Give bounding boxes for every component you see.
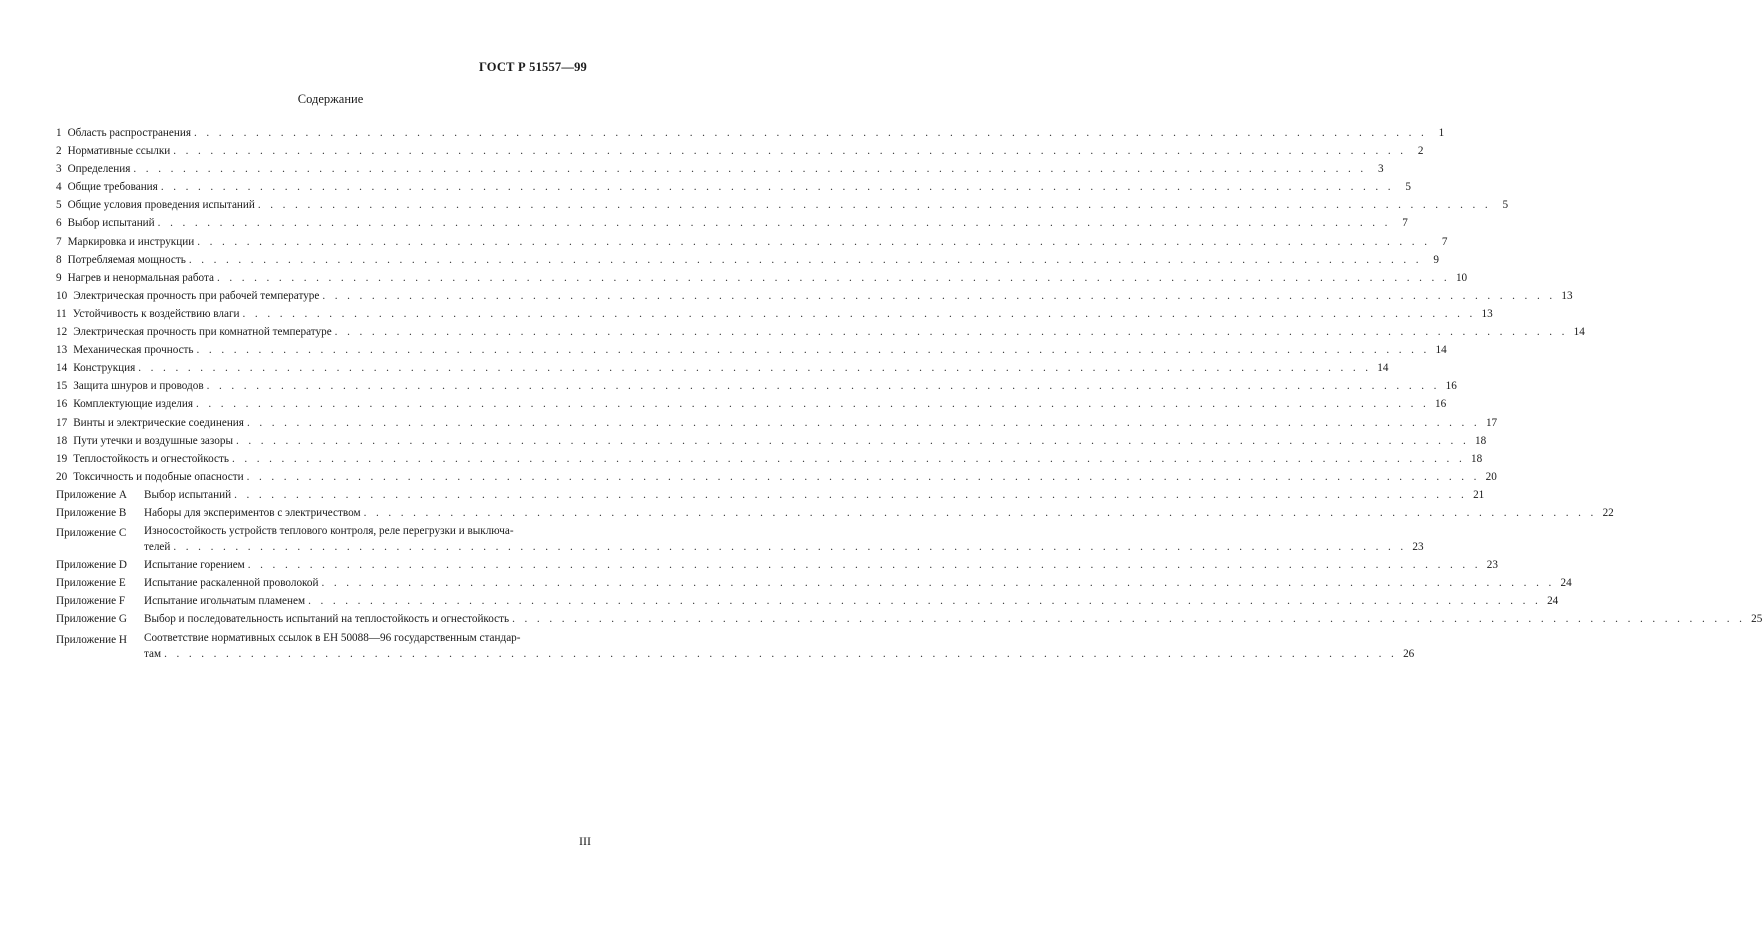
toc-page: 9: [1433, 253, 1440, 266]
toc-page: 13: [1481, 307, 1493, 320]
toc-page: 7: [1441, 235, 1448, 248]
toc-page: 2: [1417, 145, 1424, 158]
toc-title: Механическая прочность: [73, 344, 194, 357]
toc-number: 19: [56, 452, 68, 465]
toc-title: Устойчивость к воздействию влаги: [72, 307, 240, 320]
toc-entry-18[interactable]: [56, 432, 1487, 450]
dot-leader: [232, 450, 1465, 468]
annex-title: Наборы для экспериментов с электричеством: [144, 506, 361, 519]
annex-label: Приложение G: [56, 613, 127, 626]
dot-leader: [364, 504, 1597, 522]
toc-title: Пути утечки и воздушные зазоры: [73, 434, 233, 447]
document-designation: ГОСТ Р 51557—99: [478, 60, 587, 74]
dot-leader: [196, 395, 1429, 413]
dot-leader: [248, 556, 1481, 574]
annex-page: 22: [1602, 506, 1614, 519]
toc-number: 15: [56, 380, 68, 393]
toc-entry-6[interactable]: [56, 214, 1408, 232]
dot-leader: [189, 251, 1422, 269]
dot-leader: [335, 323, 1568, 341]
toc-page: 5: [1405, 181, 1412, 194]
toc-page: 14: [1573, 326, 1585, 339]
toc-number: 6: [56, 217, 62, 230]
toc-number: 16: [56, 398, 68, 411]
dot-leader: [322, 287, 1555, 305]
annex-page: 25: [1751, 613, 1762, 626]
dot-leader: [133, 160, 1366, 178]
dot-leader: [207, 377, 1440, 395]
annex-label: Приложение Е: [56, 577, 126, 590]
toc-title: Определения: [67, 163, 131, 176]
dot-leader: [197, 233, 1430, 251]
toc-title: Электрическая прочность при комнатной температуре: [73, 326, 332, 339]
page-number: III: [579, 834, 591, 848]
toc-number: 9: [56, 271, 62, 284]
dot-leader: [164, 645, 1397, 663]
toc-entry-20[interactable]: [56, 468, 1497, 486]
toc-title: Теплостойкость и огнестойкость: [73, 452, 229, 465]
annex-title: Испытание игольчатым пламенем: [144, 595, 306, 608]
toc-page: 18: [1474, 434, 1487, 447]
annex-title-line-1: Соответствие нормативных ссылок в ЕН 50088—96 государственным стандар-: [144, 631, 521, 644]
dot-leader: [173, 142, 1406, 160]
toc-entry-3[interactable]: [56, 160, 1384, 178]
toc-entry-8[interactable]: [56, 251, 1440, 269]
toc-title: Нормативные ссылки: [67, 145, 171, 158]
toc-title: Выбор испытаний: [67, 217, 155, 230]
toc-title: Токсичность и подобные опасности: [73, 470, 244, 483]
annex-title-line-2: там: [144, 647, 162, 660]
annex-title: Выбор испытаний: [144, 488, 232, 501]
toc-entry-2[interactable]: [56, 142, 1424, 160]
annex-label: Приложение Н: [56, 633, 127, 646]
toc-number: 2: [56, 145, 62, 158]
toc-number: 20: [56, 470, 68, 483]
dot-leader: [247, 414, 1480, 432]
toc-number: 12: [56, 326, 68, 339]
toc-title: Защита шнуров и проводов: [73, 380, 204, 393]
dot-leader: [243, 305, 1476, 323]
toc-entry-9[interactable]: [56, 269, 1468, 287]
annex-label: Приложение В: [56, 506, 127, 519]
dot-leader: [158, 214, 1391, 232]
dot-leader: [161, 178, 1394, 196]
toc-number: 14: [56, 362, 68, 375]
contents-heading: Содержание: [297, 92, 364, 106]
toc-title: Конструкция: [73, 362, 136, 375]
annex-page: 21: [1473, 488, 1485, 501]
annex-title: Испытание раскаленной проволокой: [144, 577, 319, 590]
toc-page: 20: [1485, 470, 1497, 483]
annex-page: 23: [1486, 559, 1498, 572]
dot-leader: [258, 196, 1491, 214]
toc-page: 16: [1445, 380, 1457, 393]
toc-number: 7: [56, 235, 62, 248]
toc-title: Нагрев и ненормальная работа: [67, 271, 214, 284]
annex-entry-d[interactable]: [56, 556, 1498, 574]
toc-entry-7[interactable]: [56, 233, 1448, 251]
toc-number: 13: [56, 344, 68, 357]
toc-number: 18: [56, 434, 68, 447]
toc-entry-4[interactable]: [56, 178, 1412, 196]
toc-title: Общие условия проведения испытаний: [67, 199, 255, 212]
table-of-contents: [56, 124, 1762, 663]
toc-page: 17: [1485, 416, 1498, 429]
toc-entry-11[interactable]: [56, 305, 1493, 323]
toc-title: Потребляемая мощность: [67, 253, 186, 266]
toc-page: 7: [1402, 217, 1408, 230]
annex-label: Приложение С: [56, 527, 127, 540]
annex-entry-f[interactable]: [56, 592, 1559, 610]
dot-leader: [197, 341, 1430, 359]
toc-title: Электрическая прочность при рабочей температуре: [73, 289, 320, 302]
annex-entry-b[interactable]: [56, 504, 1614, 522]
annex-page: 26: [1403, 647, 1415, 660]
toc-page: 14: [1377, 362, 1389, 375]
toc-number: 17: [56, 416, 68, 429]
dot-leader: [512, 610, 1745, 628]
dot-leader: [236, 432, 1469, 450]
annex-page: 24: [1547, 595, 1559, 608]
annex-entry-g[interactable]: [56, 610, 1762, 628]
toc-title: Маркировка и инструкции: [67, 235, 195, 248]
annex-entry-c[interactable]: [56, 524, 1424, 556]
annex-title-line-1: Износостойкость устройств теплового контроля, реле перегрузки и выключа-: [144, 525, 514, 538]
dot-leader: [138, 359, 1371, 377]
toc-entry-10[interactable]: [56, 287, 1573, 305]
annex-entry-e[interactable]: [56, 574, 1572, 592]
toc-page: 1: [1438, 127, 1445, 139]
toc-page: 10: [1455, 271, 1468, 284]
dot-leader: [321, 574, 1554, 592]
annex-label: Приложение А: [56, 488, 127, 501]
annex-label: Приложение D: [56, 559, 127, 572]
toc-title: Винты и электрические соединения: [73, 416, 244, 429]
annex-entry-h[interactable]: [56, 631, 1415, 663]
toc-number: 3: [56, 163, 62, 176]
toc-number: 5: [56, 199, 62, 212]
toc-page: 13: [1561, 289, 1573, 302]
toc-page: 5: [1502, 199, 1509, 212]
toc-entry-19[interactable]: [56, 450, 1483, 468]
toc-title: Общие требования: [67, 181, 158, 194]
toc-number: 1: [56, 127, 62, 139]
annex-title: Испытание горением: [144, 559, 245, 572]
toc-entry-5[interactable]: [56, 196, 1509, 214]
toc-title: Комплектующие изделия: [73, 398, 194, 411]
toc-number: 10: [56, 289, 68, 302]
annex-title-line-2: телей: [144, 541, 171, 554]
toc-number: 8: [56, 253, 62, 266]
dot-leader: [234, 486, 1467, 504]
toc-entry-13[interactable]: [56, 341, 1447, 359]
dot-leader: [308, 592, 1541, 610]
annex-title: Выбор и последовательность испытаний на теплостойкость и огнестойкость: [144, 613, 510, 626]
toc-number: 11: [56, 307, 67, 320]
toc-page: 14: [1435, 344, 1447, 357]
toc-title: Область распространения: [67, 127, 191, 139]
toc-page: 3: [1378, 163, 1384, 176]
annex-entry-a[interactable]: [56, 486, 1485, 504]
toc-entry-1[interactable]: [56, 124, 1445, 142]
toc-entry-16[interactable]: [56, 395, 1447, 413]
dot-leader: [247, 468, 1480, 486]
toc-entry-15[interactable]: [56, 377, 1457, 395]
toc-number: 4: [56, 181, 62, 194]
dot-leader: [194, 124, 1427, 142]
toc-entry-12[interactable]: [56, 323, 1585, 341]
dot-leader: [173, 538, 1406, 556]
toc-entry-14[interactable]: [56, 359, 1389, 377]
annex-page: 24: [1560, 577, 1572, 590]
toc-page: 16: [1435, 398, 1447, 411]
toc-entry-17[interactable]: [56, 414, 1498, 432]
dot-leader: [217, 269, 1450, 287]
annex-page: 23: [1412, 541, 1424, 554]
annex-label: Приложение F: [56, 595, 126, 608]
toc-page: 18: [1470, 452, 1483, 465]
